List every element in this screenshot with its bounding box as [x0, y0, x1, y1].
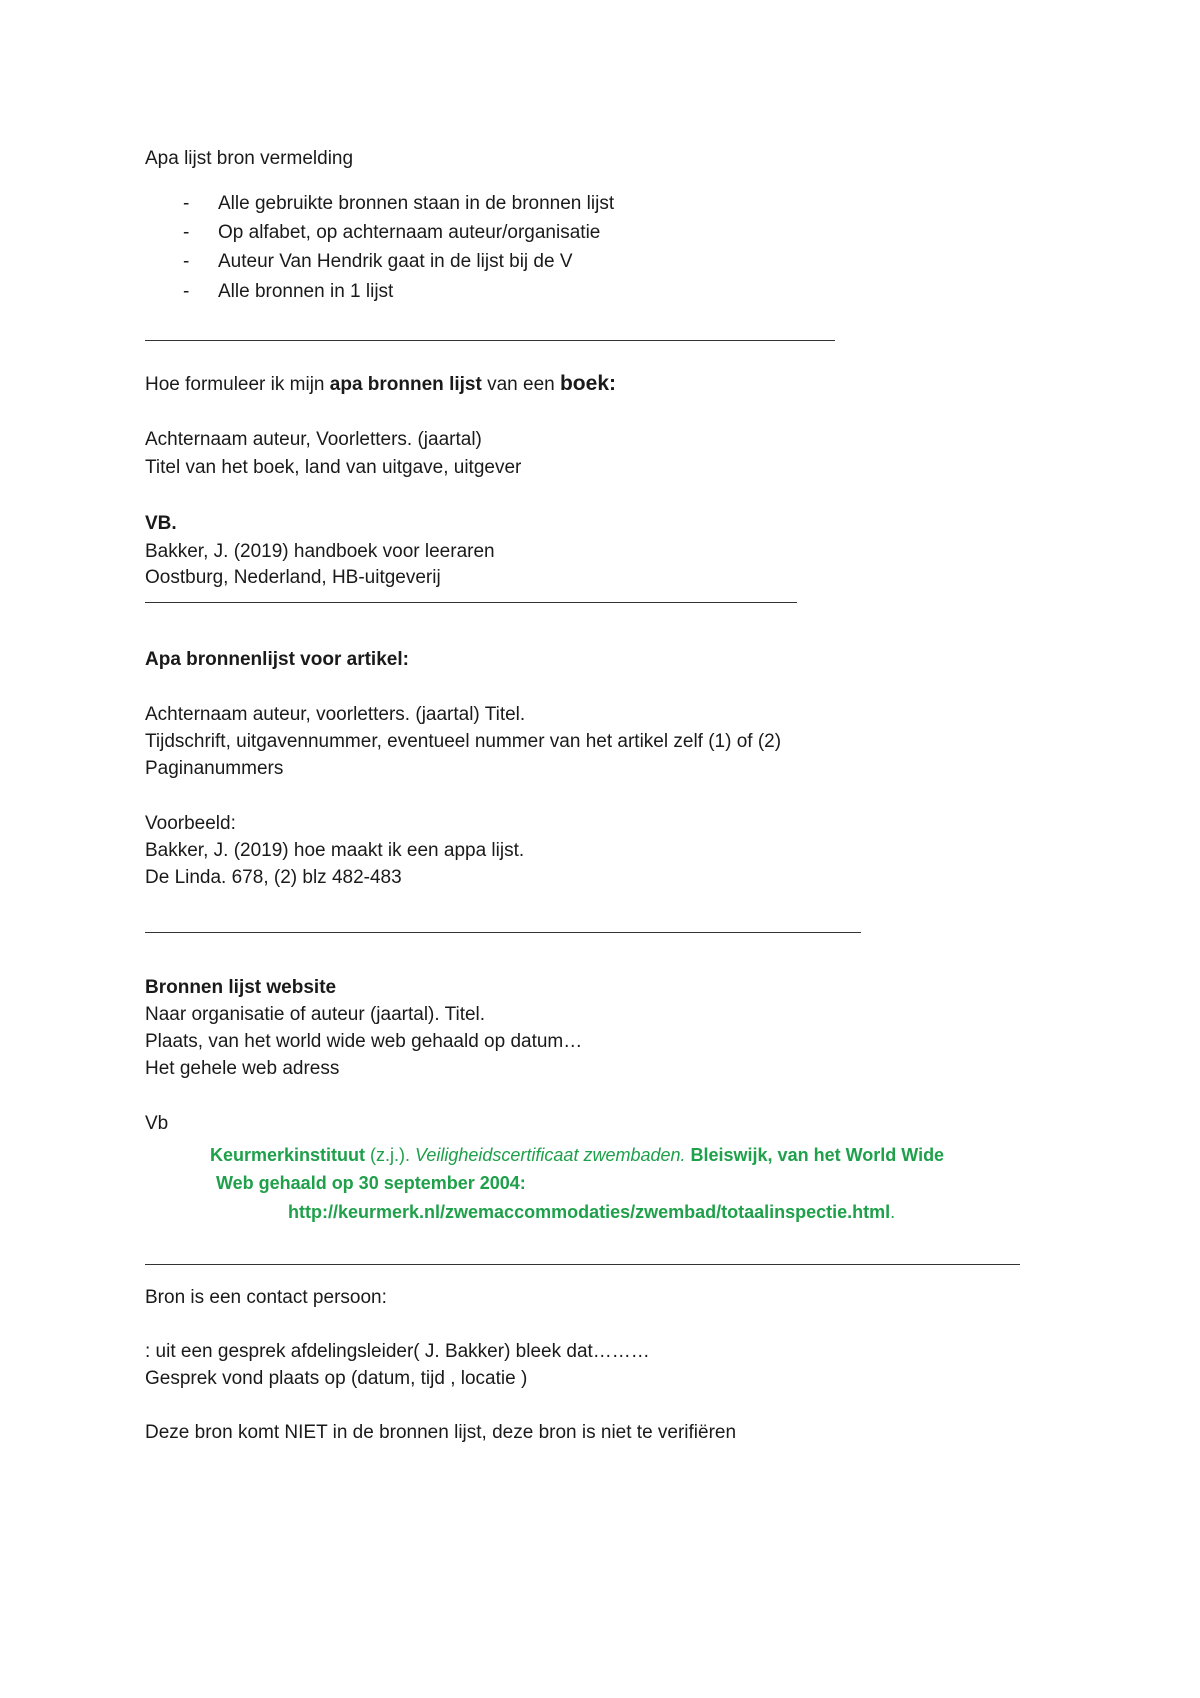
citation-year: (z.j.).: [370, 1145, 416, 1165]
website-example-citation: [210, 1143, 944, 1167]
article-example-label: Voorbeeld:: [145, 813, 236, 834]
book-format-line: Achternaam auteur, Voorletters. (jaartal): [145, 429, 482, 450]
book-example-line: Bakker, J. (2019) handboek voor leeraren: [145, 541, 495, 562]
article-example-line: De Linda. 678, (2) blz 482-483: [145, 867, 402, 888]
article-format-line: Tijdschrift, uitgavennummer, eventueel nummer van het artikel zelf (1) of (2): [145, 731, 782, 752]
book-heading-mid: van een: [481, 374, 560, 395]
website-example-label: Vb: [145, 1113, 169, 1134]
rule-item: Auteur Van Hendrik gaat in de lijst bij de V: [218, 251, 573, 272]
contact-line: Gesprek vond plaats op (datum, tijd , locatie ): [145, 1368, 528, 1389]
citation-url-end: .: [890, 1202, 896, 1222]
citation-place: Bleiswijk, van het World Wide: [685, 1145, 945, 1165]
rule-item: Alle bronnen in 1 lijst: [218, 281, 394, 302]
article-example-line: Bakker, J. (2019) hoe maakt ik een appa lijst.: [145, 840, 525, 861]
bullet-marker: -: [183, 193, 190, 214]
contact-heading: Bron is een contact persoon:: [145, 1287, 387, 1308]
website-format-line: Het gehele web adress: [145, 1058, 340, 1079]
bullet-marker: -: [183, 281, 190, 302]
citation-title: Veiligheidscertificaat zwembaden.: [415, 1145, 686, 1165]
rule-item: Alle gebruikte bronnen staan in de bronnen lijst: [218, 193, 615, 214]
book-example-line: Oostburg, Nederland, HB-uitgeverij: [145, 567, 441, 588]
website-heading: Bronnen lijst website: [145, 977, 337, 998]
separator-line: [145, 1264, 1020, 1265]
book-heading: [145, 372, 616, 397]
bullet-marker: -: [183, 222, 190, 243]
article-format-line: Paginanummers: [145, 758, 284, 779]
website-format-line: Plaats, van het world wide web gehaald op datum…: [145, 1031, 583, 1052]
book-example-label: VB.: [145, 513, 177, 534]
book-heading-text: Hoe formuleer ik mijn: [145, 374, 330, 395]
separator-line: [145, 932, 861, 933]
article-format-line: Achternaam auteur, voorletters. (jaartal) Titel.: [145, 704, 526, 725]
contact-line: : uit een gesprek afdelingsleider( J. Bakker) bleek dat………: [145, 1341, 650, 1362]
book-format-line: Titel van het boek, land van uitgave, uitgever: [145, 457, 522, 478]
article-heading: Apa bronnenlijst voor artikel:: [145, 649, 409, 670]
website-format-line: Naar organisatie of auteur (jaartal). Titel.: [145, 1004, 486, 1025]
separator-line: [145, 340, 835, 341]
rule-item: Op alfabet, op achternaam auteur/organisatie: [218, 222, 601, 243]
contact-note: Deze bron komt NIET in de bronnen lijst, deze bron is niet te verifiëren: [145, 1422, 737, 1443]
document-title: Apa lijst bron vermelding: [145, 148, 354, 169]
citation-author: Keurmerkinstituut: [210, 1145, 371, 1165]
separator-line: [145, 602, 797, 603]
website-example-url-line: [288, 1200, 895, 1224]
bullet-marker: -: [183, 251, 190, 272]
book-heading-big: boek:: [559, 372, 616, 395]
citation-url[interactable]: http://keurmerk.nl/zwemaccommodaties/zwembad/totaalinspectie.html: [288, 1202, 891, 1222]
website-example-line: Web gehaald op 30 september 2004:: [216, 1173, 526, 1193]
book-heading-bold: apa bronnen lijst: [329, 374, 482, 395]
